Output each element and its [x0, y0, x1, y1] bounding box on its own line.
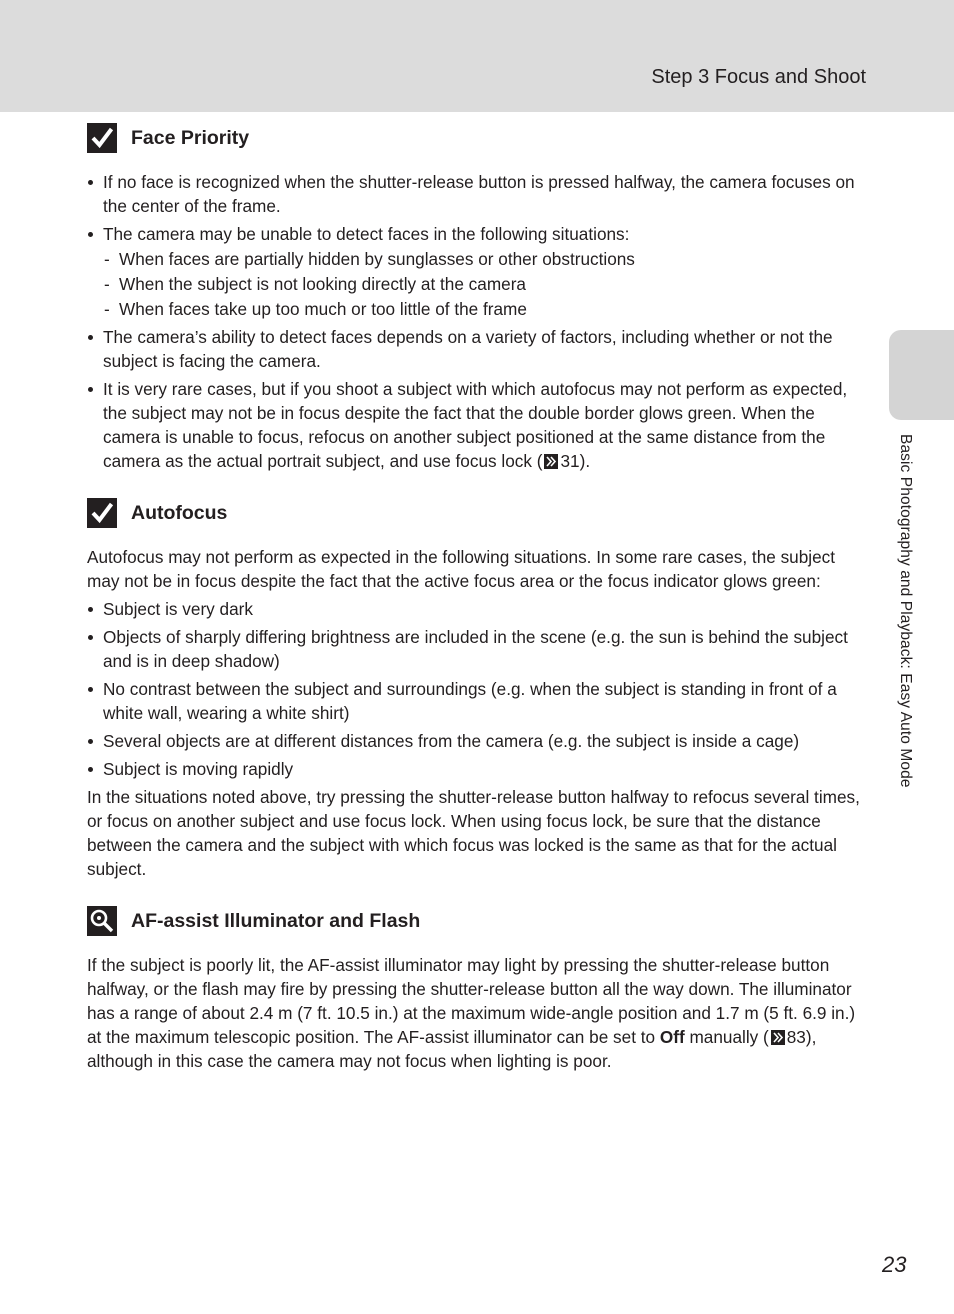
reference-page: 83: [786, 1027, 806, 1047]
list-item: Several objects are at different distances from the camera (e.g. the subject is inside a cage): [87, 729, 864, 753]
bullet-list: [87, 597, 864, 781]
outro-paragraph: In the situations noted above, try pressing the shutter-release button halfway to refocus several times, or focus on another subject and use focus lock. When using focus lock, be sure that the distance between the camera and the subject with which focus was locked is the same as that for the actual subject.: [87, 787, 860, 879]
page-content: [87, 120, 864, 1077]
magnifier-note-icon: [87, 906, 117, 936]
page-number: 23: [882, 1252, 907, 1277]
section-af-assist: [87, 903, 864, 1073]
page-header-title: Step 3 Focus and Shoot: [651, 66, 866, 88]
header-band: [0, 0, 954, 112]
section-title: Autofocus: [131, 502, 228, 524]
sub-list-item: - When faces take up too much or too little of the frame: [103, 297, 864, 321]
check-note-icon: [87, 498, 117, 528]
side-tab-label: Basic Photography and Playback: Easy Auto Mode: [897, 434, 914, 788]
list-item: The camera’s ability to detect faces depends on a variety of factors, including whether or not the subject is facing the camera.: [87, 325, 864, 373]
page-reference-icon: [771, 1030, 785, 1045]
section-header: [87, 495, 864, 531]
paragraph-text: If the subject is poorly lit, the AF-assist illuminator may light by pressing the shutter-release button halfway, or the flash may fire by pressing the shutter-release button all the way down. The illuminator has a range of about 2.4 m (7 ft. 10.5 in.) at the maximum wide-angle position and 1.7 m (5 ft. 6.9 in.) at the maximum telescopic position. The AF-assist illuminator can be set to: [87, 955, 856, 1047]
page-reference-icon: [544, 454, 558, 469]
reference-page: 31: [560, 451, 580, 471]
check-note-icon: [87, 123, 117, 153]
sub-list: [103, 247, 864, 321]
list-item: [87, 377, 864, 473]
sub-list-item: - When faces are partially hidden by sunglasses or other obstructions: [103, 247, 864, 271]
list-item-text: The camera may be unable to detect faces in the following situations:: [103, 224, 630, 244]
list-item: Subject is moving rapidly: [87, 757, 864, 781]
side-tab: [889, 330, 954, 420]
sub-list-item: - When the subject is not looking directly at the camera: [103, 272, 864, 296]
list-item: Objects of sharply differing brightness are included in the scene (e.g. the sun is behind the subject and is in deep shadow): [87, 625, 864, 673]
reference-tail: ).: [579, 451, 591, 471]
list-item: No contrast between the subject and surroundings (e.g. when the subject is standing in front of a white wall, wearing a white shirt): [87, 677, 864, 725]
setting-off-label: Off: [659, 1027, 685, 1047]
section-autofocus: [87, 495, 864, 881]
paragraph-text: ), although in this case the camera may not focus when lighting is poor.: [87, 1027, 817, 1071]
section-title: Face Priority: [131, 127, 250, 149]
list-item: If no face is recognized when the shutter-release button is pressed halfway, the camera focuses on the center of the frame.: [87, 170, 864, 218]
paragraph-text: manually (: [684, 1027, 769, 1047]
section-header: [87, 120, 864, 156]
bullet-list: [87, 170, 864, 473]
section-face-priority: [87, 120, 864, 473]
section-header: [87, 903, 864, 939]
section-title: AF-assist Illuminator and Flash: [131, 910, 421, 932]
intro-paragraph: Autofocus may not perform as expected in the following situations. In some rare cases, the subject may not be in focus despite the fact that the active focus area or the focus indicator glows green:: [87, 547, 836, 591]
body-paragraph: [87, 953, 864, 1073]
list-item-text: It is very rare cases, but if you shoot a subject with which autofocus may not perform as expected, the subject may not be in focus despite the fact that the double border glows green. When the camera is unable to focus, refocus on another subject positioned at the same distance from the camera as the actual portrait subject, and use focus lock (: [103, 379, 848, 471]
list-item: Subject is very dark: [87, 597, 864, 621]
list-item: [87, 222, 864, 321]
